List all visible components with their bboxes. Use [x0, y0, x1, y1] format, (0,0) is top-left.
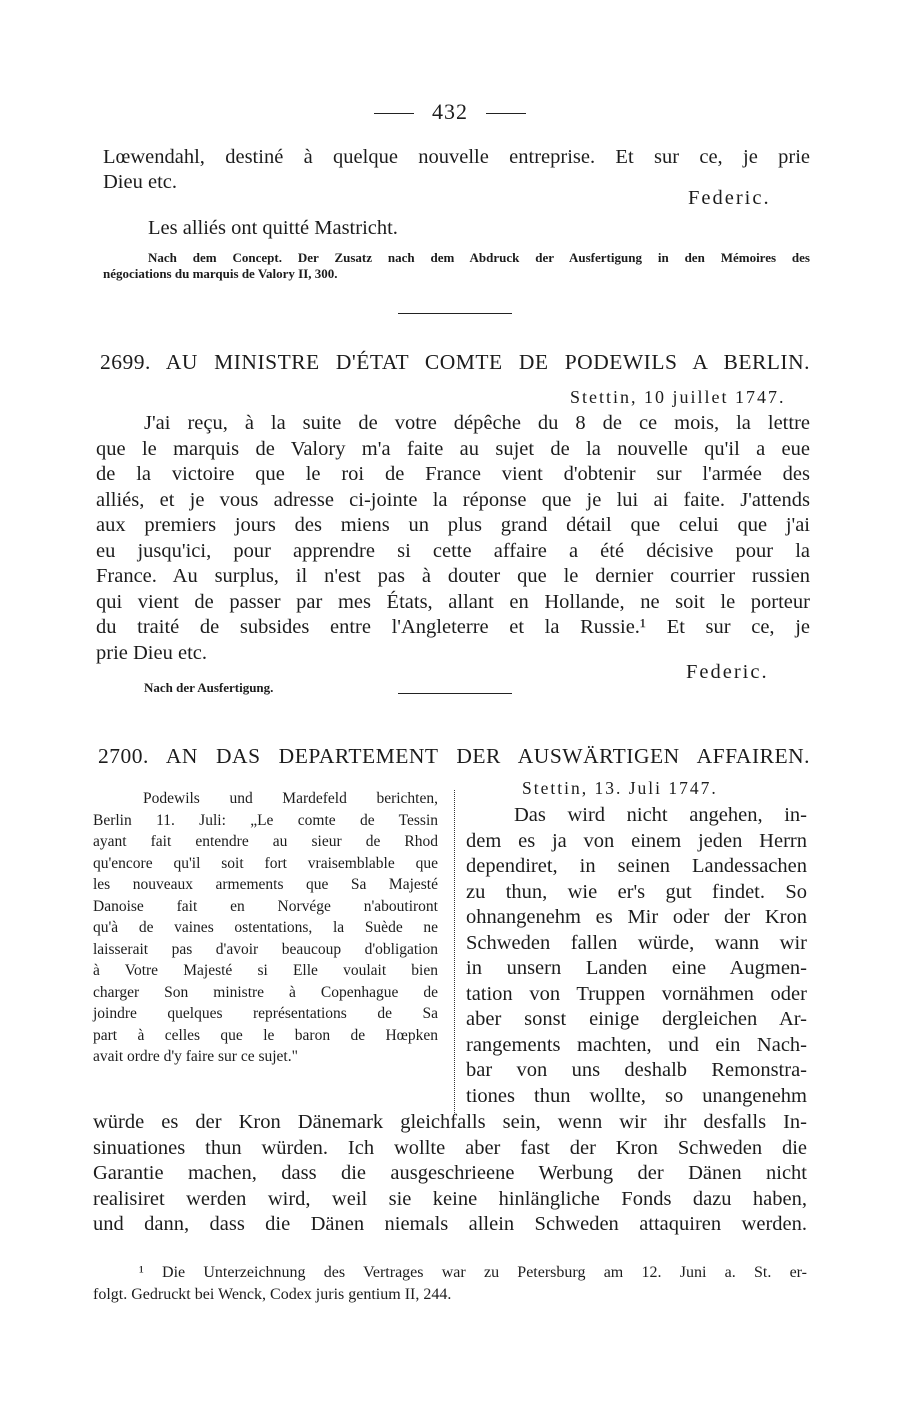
full-width-line: sinuationes thun würden. Ich wollte aber fast der Kron Schweden die: [93, 1136, 807, 1159]
letter-2699-line: que le marquis de Valory m'a faite au sujet de la nouvelle qu'il a eue: [96, 437, 810, 460]
right-column-line: dem es ja von einem jeden Herrn: [466, 829, 807, 852]
footnote-line-1: ¹ Die Unterzeichnung des Vertrages war zu Petersburg am 12. Juni a. St. er-: [139, 1264, 807, 1281]
intro-note-line-2: négociations du marquis de Valory II, 300.: [103, 266, 338, 281]
letter-2699-signature: Federic.: [686, 661, 769, 683]
letter-2699-line: qui vient de passer par mes États, allant en Hollande, ne soit le porteur: [96, 590, 810, 613]
right-column-line: in unsern Landen eine Augmen-: [466, 957, 807, 979]
letter-2700-heading: 2700. AN DAS DEPARTEMENT DER AUSWÄRTIGEN AFFAIREN.: [98, 744, 810, 768]
left-column-line: qu'à de vaines ostentations, la Suède ne: [93, 919, 438, 936]
letter-2699-body: [96, 411, 810, 666]
letter-2700-right-column: [466, 803, 807, 1109]
full-width-line: Garantie machen, dass die ausgeschrieene Werbung der Dänen nicht: [93, 1162, 807, 1184]
letter-2699-line: du traité de subsides entre l'Angleterre et la Russie.¹ Et sur ce, je: [96, 616, 810, 638]
right-column-line: zu thun, wie er's gut findet. So: [466, 880, 807, 903]
right-column-line: Schweden fallen würde, wann wir: [466, 931, 807, 954]
intro-note-line-1: Nach dem Concept. Der Zusatz nach dem Abdruck der Ausfertigung in den Mémoires des: [148, 250, 810, 265]
letter-2699-line: de la victoire que le roi de France vient d'obtenir sur l'armée des: [96, 463, 810, 485]
left-column-line: avait ordre d'y faire sur ce sujet.": [93, 1048, 298, 1065]
letter-2699-line: aux premiers jours des miens un plus grand détail que celui que j'ai: [96, 514, 810, 536]
right-column-line: Das wird nicht angehen, in-: [514, 804, 807, 826]
left-column-line: charger Son ministre à Copenhague de: [93, 983, 438, 1001]
right-column-line: aber sonst einige dergleichen Ar-: [466, 1008, 807, 1030]
footnote-line-2: folgt. Gedruckt bei Wenck, Codex juris gentium II, 244.: [93, 1286, 452, 1303]
right-column-line: rangements machten, und ein Nach-: [466, 1033, 807, 1056]
left-column-line: les nouveaux armements que Sa Majesté: [93, 876, 438, 893]
section-divider-1: [398, 313, 512, 314]
section-divider-2: [398, 693, 512, 694]
left-column-line: à Votre Majesté si Elle voulait bien: [93, 962, 438, 979]
right-column-line: dependiret, in seinen Landessachen: [466, 855, 807, 877]
left-column-line: part à celles que le baron de Hœpken: [93, 1026, 438, 1044]
left-column-line: ayant fait entendre au sieur de Rhod: [93, 833, 438, 850]
page-number: [0, 98, 900, 126]
letter-2699-heading: 2699. AU MINISTRE D'ÉTAT COMTE DE PODEWILS A BERLIN.: [100, 350, 810, 374]
intro-line-2: Dieu etc.: [103, 171, 177, 193]
page-number-right-dash: [486, 113, 526, 114]
intro-postscript: Les alliés ont quitté Mastricht.: [148, 217, 398, 239]
intro-line-1: Lœwendahl, destiné à quelque nouvelle entreprise. Et sur ce, je prie: [103, 146, 810, 168]
letter-2699-line: France. Au surplus, il n'est pas à douter que le dernier courrier russien: [96, 565, 810, 587]
right-column-line: bar von uns deshalb Remonstra-: [466, 1059, 807, 1081]
left-column-line: Berlin 11. Juli: „Le comte de Tessin: [93, 811, 438, 829]
full-width-line: und dann, dass die Dänen niemals allein Schweden attaquiren werden.: [93, 1213, 807, 1235]
letter-2700-left-column: [93, 788, 438, 1068]
left-column-line: laisserait pas d'avoir beaucoup d'obligation: [93, 940, 438, 958]
left-column-line: Podewils und Mardefeld berichten,: [143, 790, 438, 807]
left-column-line: qu'encore qu'il soit fort vraisemblable que: [93, 854, 438, 872]
right-column-line: tation von Truppen vornähmen oder: [466, 982, 807, 1005]
left-column-line: Danoise fait en Norvége n'aboutiront: [93, 897, 438, 915]
letter-2699-line: J'ai reçu, à la suite de votre dépêche du 8 de ce mois, la lettre: [144, 412, 810, 434]
right-column-line: ohnangenehm es Mir oder der Kron: [466, 906, 807, 928]
letter-2699-dateline: Stettin, 10 juillet 1747.: [570, 387, 786, 407]
full-width-line: realisiret werden wird, weil sie keine hinlängliche Fonds dazu haben,: [93, 1187, 807, 1210]
letter-2700-full-width-text: [93, 1110, 807, 1238]
column-separator: [454, 790, 455, 1115]
letter-2699-line: alliés, et je vous adresse ci-jointe la réponse que je lui ai faite. J'attends: [96, 488, 810, 511]
intro-signature: Federic.: [688, 187, 771, 209]
letter-2699-line: eu jusqu'ici, pour apprendre si cette affaire a été décisive pour la: [96, 539, 810, 562]
letter-2700-dateline: Stettin, 13. Juli 1747.: [522, 778, 718, 798]
full-width-line: würde es der Kron Dänemark gleichfalls sein, wenn wir ihr desfalls In-: [93, 1111, 807, 1133]
left-column-line: joindre quelques représentations de Sa: [93, 1005, 438, 1022]
right-column-line: tiones thun wollte, so unangenehm: [466, 1084, 807, 1107]
letter-2699-note: Nach der Ausfertigung.: [144, 680, 274, 695]
letter-2699-last-line: prie Dieu etc.: [96, 641, 207, 664]
page-number-text: 432: [432, 99, 468, 124]
page-number-left-dash: [374, 113, 414, 114]
